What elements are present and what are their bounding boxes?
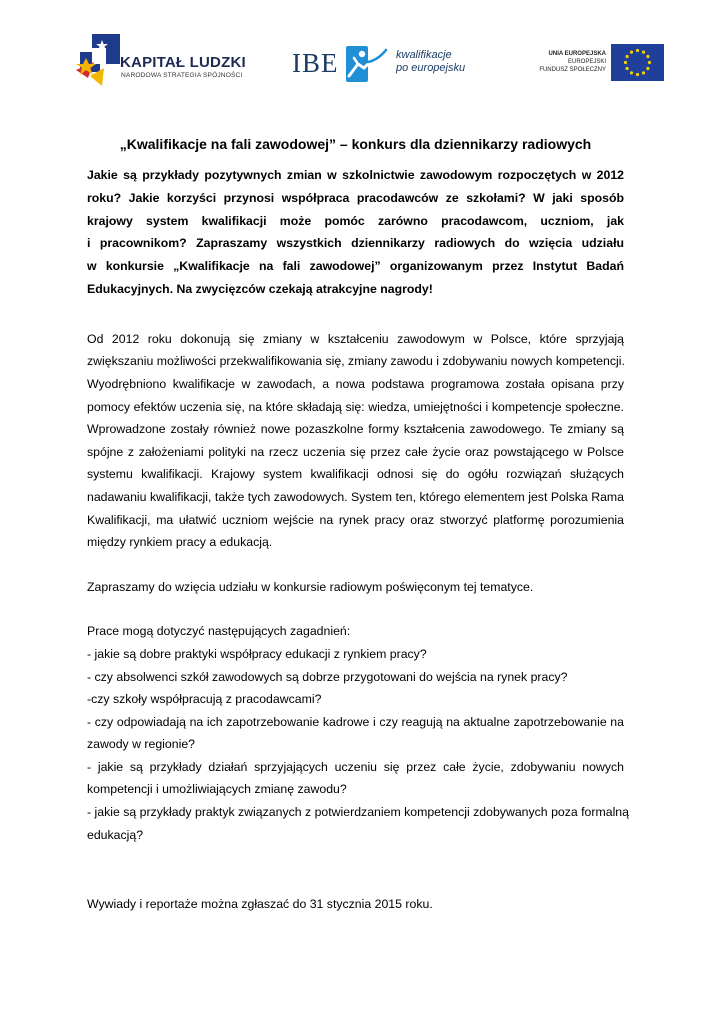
kapital-ludzki-logo xyxy=(76,34,256,90)
body-line: Wprowadzone zostały również nowe pozaszkolne formy kształcenia zawodowego. Te zmiany są xyxy=(87,422,624,437)
eu-logo-line1: UNIA EUROPEJSKA xyxy=(548,51,606,57)
ibe-tagline-line1: kwalifikacje xyxy=(396,49,452,61)
kapital-ludzki-subtitle: NARODOWA STRATEGIA SPÓJNOŚCI xyxy=(121,72,243,79)
topics-intro: Prace mogą dotyczyć następujących zagadnień: xyxy=(87,624,351,639)
topics-list xyxy=(87,620,629,846)
invite-paragraph xyxy=(87,576,624,599)
kapital-ludzki-emblem-icon xyxy=(76,34,120,90)
invite-line: Zapraszamy do wzięcia udziału w konkursie radiowym poświęconym tej tematyce. xyxy=(87,579,534,594)
deadline-paragraph xyxy=(87,893,624,916)
ibe-logo xyxy=(290,42,480,86)
body-line: pomocy efektów uczenia się, na które składają się: wiedza, umiejętności i kompetencje społeczne. xyxy=(87,399,624,414)
lead-line: w konkursie „Kwalifikacje na fali zawodowej” organizowanym przez Instytut Badań xyxy=(87,259,624,274)
document-title: „Kwalifikacje na fali zawodowej” – konkurs dla dziennikarzy radiowych xyxy=(119,136,592,152)
body-line: Wyodrębniono kwalifikacje w zawodach, a nowa podstawa programowa została opisana przy xyxy=(87,376,624,391)
ibe-tagline xyxy=(396,49,465,75)
kapital-ludzki-title: KAPITAŁ LUDZKI xyxy=(120,54,246,71)
body-line: Od 2012 roku dokonują się zmiany w kształceniu zawodowym w Polsce, które sprzyjają xyxy=(87,331,624,346)
deadline-line: Wywiady i reportaże można zgłaszać do 31 stycznia 2015 roku. xyxy=(87,897,433,912)
topic-line: edukacją? xyxy=(87,827,144,842)
topic-line: - jakie są dobre praktyki współpracy edukacji z rynkiem pracy? xyxy=(87,646,427,661)
lead-line: krajowy system kwalifikacji może pomóc zarówno pracodawcom, uczniom, jak xyxy=(87,213,624,228)
body-line: spójne z założeniami polityki na rzecz uczenia się przez całe życie oraz powstającego w Polsce xyxy=(87,444,624,459)
eu-logo xyxy=(535,44,670,86)
ibe-wordmark: IBE xyxy=(292,48,339,78)
lead-line: Jakie są przykłady pozytywnych zmian w szkolnictwie zawodowym rozpoczętych w 2012 xyxy=(87,168,624,182)
topic-line: kompetencji i umożliwiających zmianę zawodu? xyxy=(87,782,347,797)
lead-line: Edukacyjnych. Na zwycięzców czekają atrakcyjne nagrody! xyxy=(87,281,433,296)
lead-line: i pracownikom? Zapraszamy wszystkich dziennikarzy radiowych do wzięcia udziału xyxy=(87,236,624,251)
eu-logo-line2: EUROPEJSKI xyxy=(567,59,606,65)
eu-logo-line3: FUNDUSZ SPOŁECZNY xyxy=(539,67,606,73)
ibe-tagline-line2: po europejsku xyxy=(396,62,466,74)
body-line: systemu kwalifikacji. Krajowy system kwalifikacji odnosi się do ogółu rozwiązań służących xyxy=(87,467,624,482)
body-paragraph xyxy=(87,328,624,554)
topic-line: -czy szkoły współpracują z pracodawcami? xyxy=(87,692,322,707)
logo-bar xyxy=(0,0,725,110)
body-line: nadawaniu kwalifikacji, także tych zawodowych. System ten, którego elementem jest Polska Rama xyxy=(87,489,624,504)
eu-logo-text xyxy=(539,50,606,74)
body-line: zwiększaniu możliwości przekwalifikowania się, zmiany zawodu i zdobywaniu nowych kompetencji. xyxy=(87,354,625,369)
topic-line: - czy absolwenci szkół zawodowych są dobrze przygotowani do wejścia na rynek pracy? xyxy=(87,669,568,684)
body-line: Kwalifikacji, ma ułatwić uczniom wejście na rynek pracy oraz stworzyć platformę porozumienia xyxy=(87,512,624,527)
topic-line: - czy odpowiadają na ich zapotrzebowanie kadrowe i czy reagują na aktualne zapotrzebowanie na xyxy=(87,714,624,729)
topic-line: - jakie są przykłady działań sprzyjających uczeniu się przez całe życie, zdobywaniu nowych xyxy=(87,759,624,774)
document-body xyxy=(87,134,629,916)
eu-flag-icon xyxy=(611,44,664,81)
lead-line: roku? Jakie korzyści przynosi współpraca pracodawców ze szkołami? W jaki sposób xyxy=(87,190,624,205)
lead-paragraph xyxy=(87,164,624,301)
ibe-figure-icon xyxy=(346,46,390,82)
body-line: między rynkiem pracy a edukacją. xyxy=(87,535,273,550)
topic-line: - jakie są przykłady praktyk związanych z potwierdzaniem kompetencji zdobywanych poza formalną xyxy=(87,805,629,820)
topic-line: zawody w regionie? xyxy=(87,737,196,752)
